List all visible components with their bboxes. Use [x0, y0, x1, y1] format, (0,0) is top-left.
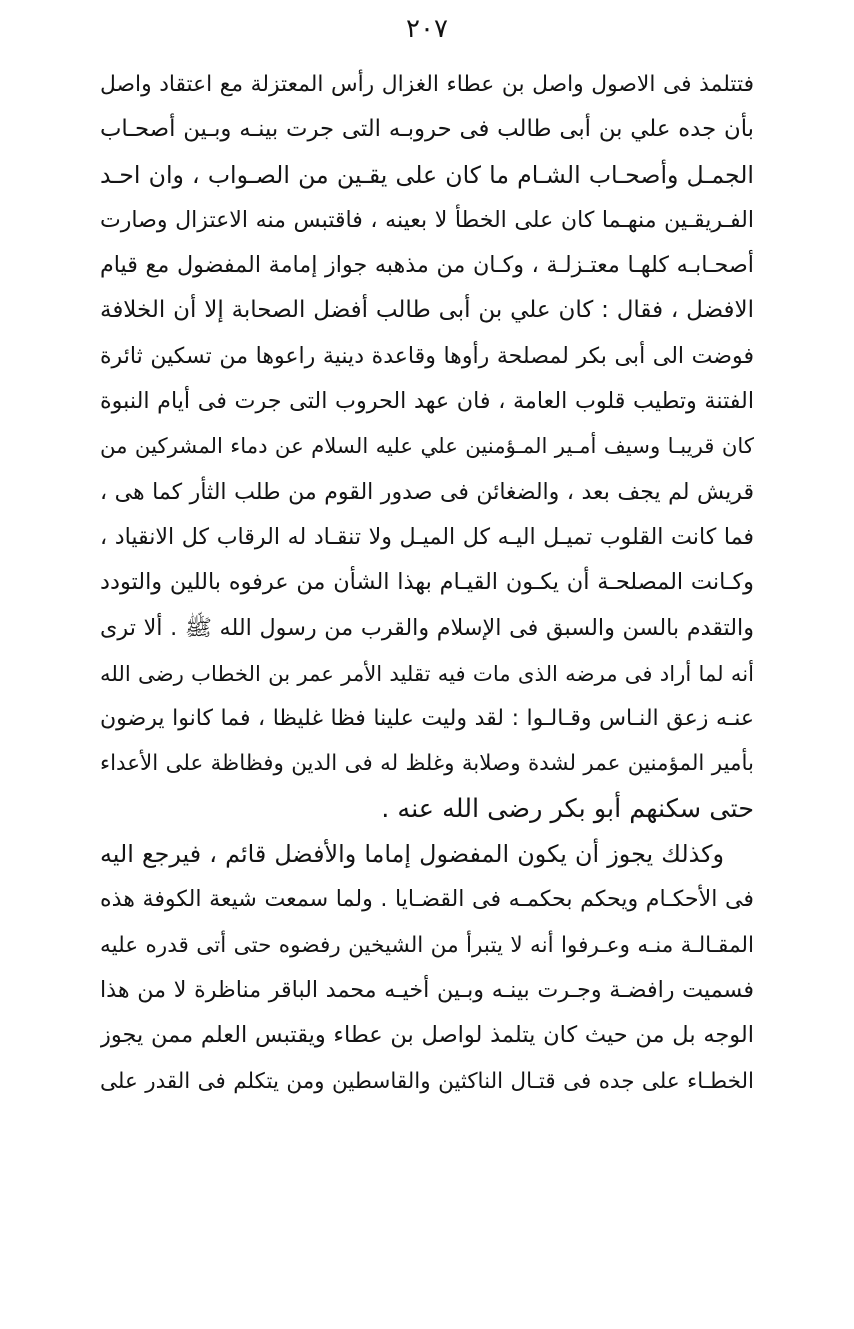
- text-line: الخطـاء على جده فى قتـال الناكثين والقاسطين ومن يتكلم فى القدر على: [100, 1068, 754, 1094]
- text-line: كان قريبـا وسيف أمـير المـؤمنين علي عليه السلام عن دماء المشركين من: [100, 434, 754, 460]
- text-line: فسميت رافضـة وجـرت بينـه وبـين أخيـه محمد الباقر مناظرة لا من هذا: [100, 976, 754, 1003]
- text-line: أنه لما أراد فى مرضه الذى مات فيه تقليد الأمر عمر بن الخطاب رضى الله: [100, 660, 754, 686]
- text-line: قريش لم يجف بعد ، والضغائن فى صدور القوم من طلب الثأر كما هى ،: [100, 479, 754, 505]
- text-line: وكـانت المصلحـة أن يكـون القيـام بهذا الشأن من عرفوه باللين والتودد: [100, 569, 754, 596]
- text-line: فما كانت القلوب تميـل اليـه كل الميـل ولا تنقـاد له الرقاب كل الانقياد ،: [100, 523, 754, 550]
- text-line: الافضل ، فقال : كان علي بن أبى طالب أفضل الصحابة إلا أن الخلافة: [100, 297, 754, 324]
- page-number: ٢٠٧: [406, 14, 448, 44]
- text-line: عنـه زعق النـاس وقـالـوا : لقد وليت علينا فظا غليظا ، فما كانوا يرضون: [100, 706, 754, 732]
- text-line: والتقدم بالسن والسبق فى الإسلام والقرب من رسول الله ﷺ . ألا ترى: [100, 614, 754, 641]
- text-line: بأن جده علي بن أبى طالب فى حروبـه التى جرت بينـه وبـين أصحـاب: [100, 116, 754, 143]
- text-line: الفـريقـين منهـما كان على الخطأ لا بعينه ، فاقتبس منه الاعتزال وصارت: [100, 207, 754, 233]
- text-line: الفتنة وتطيب قلوب العامة ، فان عهد الحروب التى جرت فى أيام النبوة: [100, 388, 754, 415]
- text-line: بأمير المؤمنين عمر لشدة وصلابة وغلظ له فى الدين وفظاظة على الأعداء: [100, 751, 754, 777]
- paragraph-end-line: حتى سكنهم أبو بكر رضى الله عنه .: [381, 793, 754, 824]
- text-line: فتتلمذ فى الاصول واصل بن عطاء الغزال رأس المعتزلة مع اعتقاد واصل: [100, 72, 754, 97]
- text-line: أصحـابـه كلهـا معتـزلـة ، وكـان من مذهبه جواز إمامة المفضول مع قيام: [100, 252, 754, 279]
- text-line: الجمـل وأصحـاب الشـام ما كان على يقـين من الصـواب ، وان احـد: [100, 160, 754, 189]
- paragraph-first-line: وكذلك يجوز أن يكون المفضول إماما والأفضل قائم ، فيرجع اليه: [100, 840, 724, 869]
- text-line: المقـالـة منـه وعـرفوا أنه لا يتبرأ من الشيخين رفضوه حتى أتى قدره عليه: [100, 932, 754, 958]
- page-body-text: [100, 62, 754, 1104]
- text-line: الوجه بل من حيث كان يتلمذ لواصل بن عطاء ويقتبس العلم ممن يجوز: [100, 1022, 754, 1049]
- text-line: فوضت الى أبى بكر لمصلحة رأوها وقاعدة دينية راعوها من تسكين ثائرة: [100, 343, 754, 369]
- text-line: فى الأحكـام ويحكم بحكمـه فى القضـايا . ولما سمعت شيعة الكوفة هذه: [100, 886, 754, 913]
